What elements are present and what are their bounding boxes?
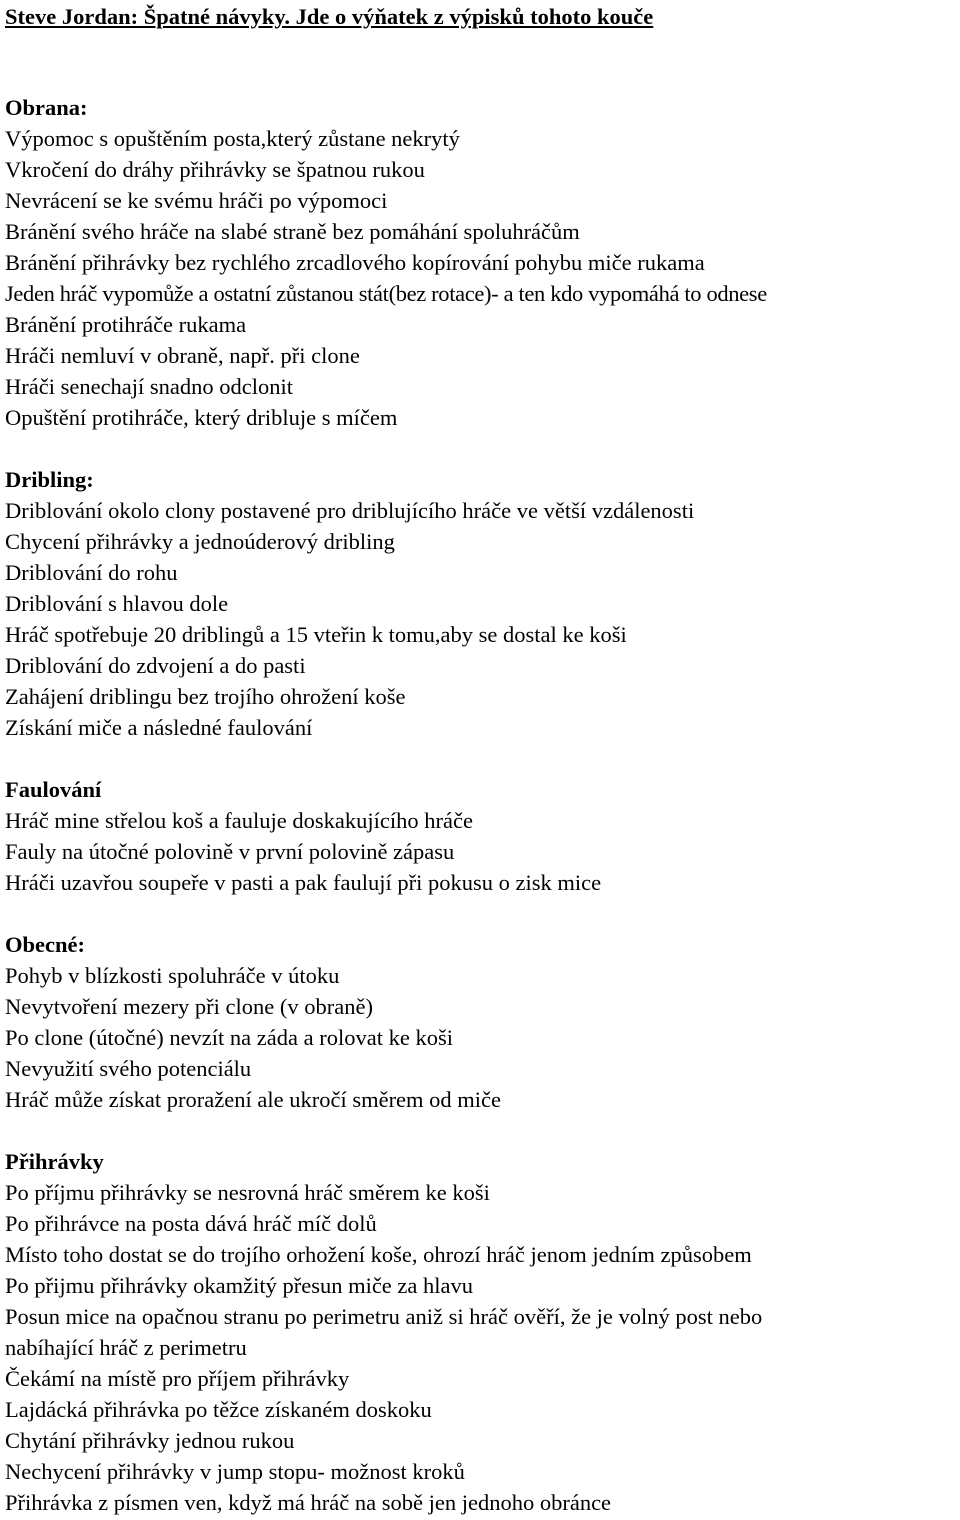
list-item: Výpomoc s opuštěním posta,který zůstane nekrytý <box>5 126 460 151</box>
list-item: Fauly na útočné polovině v první polovině zápasu <box>5 839 455 864</box>
list-item: Po clone (útočné) nevzít na záda a rolovat ke koši <box>5 1025 453 1050</box>
title-spacer <box>5 32 957 92</box>
list-item: Opuštění protihráče, který dribluje s míčem <box>5 405 398 430</box>
list-item: Zahájení driblingu bez trojího ohrožení koše <box>5 684 406 709</box>
list-item: Po přihrávce na posta dává hráč míč dolů <box>5 1211 377 1236</box>
list-item: nabíhající hráč z perimetru <box>5 1335 247 1360</box>
section-items <box>5 805 957 898</box>
list-item: Pohyb v blízkosti spoluhráče v útoku <box>5 963 340 988</box>
list-item: Čekámí na místě pro příjem přihrávky <box>5 1366 350 1391</box>
list-item: Lajdácká přihrávka po těžce získaném doskoku <box>5 1397 432 1422</box>
list-item: Nevyužití svého potenciálu <box>5 1056 252 1081</box>
section-heading: Obecné: <box>5 932 85 957</box>
list-item: Hráč mine střelou koš a fauluje doskakujícího hráče <box>5 808 473 833</box>
list-item: Hráči senechají snadno odclonit <box>5 374 294 399</box>
section-items <box>5 960 957 1115</box>
list-item: Bránění přihrávky bez rychlého zrcadlového kopírování pohybu miče rukama <box>5 250 705 275</box>
list-item: Nechycení přihrávky v jump stopu- možnost kroků <box>5 1459 465 1484</box>
section-prihravky <box>5 1146 957 1518</box>
list-item: Přihrávka z písmen ven, když má hráč na sobě jen jednoho obránce <box>5 1490 612 1515</box>
section-faulovani <box>5 774 957 898</box>
list-item: Chycení přihrávky a jednoúderový dribling <box>5 529 395 554</box>
section-items <box>5 123 957 433</box>
section-dribling <box>5 464 957 743</box>
list-item: Po přijmu přihrávky okamžitý přesun miče za hlavu <box>5 1273 474 1298</box>
list-item: Chytání přihrávky jednou rukou <box>5 1428 295 1453</box>
list-item: Driblování s hlavou dole <box>5 591 229 616</box>
list-item: Hráči uzavřou soupeře v pasti a pak faulují při pokusu o zisk mice <box>5 870 602 895</box>
list-item: Hráči nemluví v obraně, např. při clone <box>5 343 360 368</box>
section-items <box>5 1177 957 1518</box>
list-item: Hráč může získat proražení ale ukročí směrem od miče <box>5 1087 502 1112</box>
list-item: Vkročení do dráhy přihrávky se špatnou rukou <box>5 157 425 182</box>
list-item: Posun mice na opačnou stranu po perimetru aniž si hráč ověří, že je volný post nebo <box>5 1304 763 1329</box>
list-item: Nevrácení se ke svému hráči po výpomoci <box>5 188 388 213</box>
section-heading: Faulování <box>5 777 102 802</box>
section-heading: Přihrávky <box>5 1149 104 1174</box>
section-items <box>5 495 957 743</box>
list-item: Po příjmu přihrávky se nesrovná hráč směrem ke koši <box>5 1180 490 1205</box>
document-title: Steve Jordan: Špatné návyky. Jde o výňatek z výpisků tohoto kouče <box>5 4 654 29</box>
list-item: Bránění svého hráče na slabé straně bez pomáhání spoluhráčům <box>5 219 580 244</box>
section-obecne <box>5 929 957 1115</box>
section-heading: Obrana: <box>5 95 88 120</box>
document-page <box>5 0 957 1518</box>
list-item: Driblování okolo clony postavené pro driblujícího hráče ve větší vzdálenosti <box>5 498 695 523</box>
section-heading: Dribling: <box>5 467 94 492</box>
list-item: Driblování do zdvojení a do pasti <box>5 653 306 678</box>
list-item: Driblování do rohu <box>5 560 178 585</box>
list-item: Bránění protihráče rukama <box>5 312 247 337</box>
section-obrana <box>5 92 957 433</box>
list-item: Místo toho dostat se do trojího orhožení koše, ohrozí hráč jenom jedním způsobem <box>5 1242 752 1267</box>
list-item: Nevytvoření mezery při clone (v obraně) <box>5 994 373 1019</box>
list-item: Získání miče a následné faulování <box>5 715 313 740</box>
list-item: Hráč spotřebuje 20 driblingů a 15 vteřin k tomu,aby se dostal ke koši <box>5 622 627 647</box>
list-item: Jeden hráč vypomůže a ostatní zůstanou stát(bez rotace)- a ten kdo vypomáhá to odnese <box>5 281 767 306</box>
